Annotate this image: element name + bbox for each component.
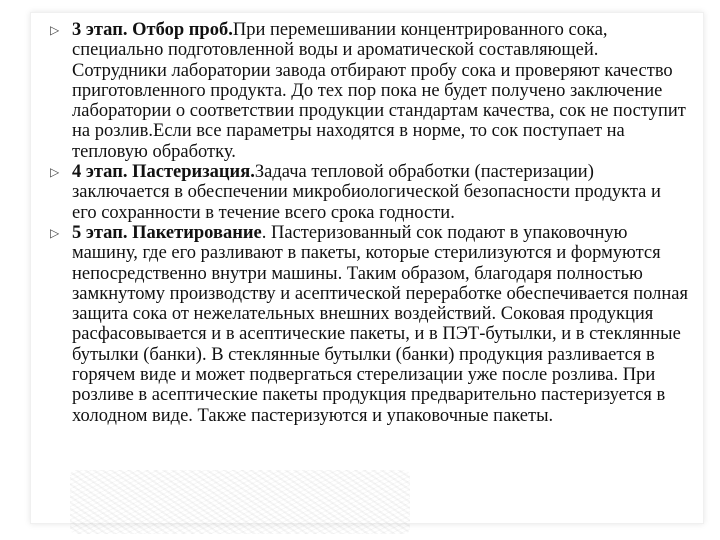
list-item-stage-3 [50, 20, 690, 162]
stage-heading: 3 этап. Отбор проб. [72, 20, 233, 40]
triangle-bullet-icon: ▷ [50, 165, 60, 180]
stage-text: Задача тепловой обработки (пастеризации) заключается в обеспечении микробиологической безопасности продукта и его сохранности в течение всего срока годности. [72, 162, 661, 223]
triangle-bullet-icon: ▷ [50, 23, 60, 37]
triangle-bullet-icon: ▷ [50, 225, 60, 240]
stage-heading-tail: . [261, 222, 267, 243]
stage-text: Пастеризованный сок подают в упаковочную машину, где его разливают в пакеты, которые стерилизуются и формуются непосредственно внутри машины. Таким образом, благодаря полностью замкнутому производству и асептической переработке обеспечивается полная защита сока от нежелательных внешних воздействий. Соковая продукция расфасовывается и в асептические пакеты, и в ПЭТ-бутылки, и в стеклянные бутылки (банки). В стеклянные бутылки (банки) продукция разливается в горячем виде и может подвергаться стерелизации уже после розлива. При розливе в асептические пакеты продукция предварительно пастеризуется в холодном виде. Также пастеризуются и упаковочные пакеты. [72, 222, 688, 426]
background-texture [70, 470, 410, 534]
list-item-stage-5 [50, 223, 690, 426]
list-item-stage-4 [50, 162, 690, 223]
stage-text: При перемешивании концентрированного сока, специально подготовленной воды и ароматической составляющей. Сотрудники лаборатории завода отбирают пробу сока и проверяют качество приготовленного продукта. До тех пор пока не будет получено заключение лаборатории о соответствии продукции стандартам качества, сок не поступит на розлив.Если все параметры находятся в норме, то сок поступает на тепловую обработку. [72, 20, 686, 162]
stage-heading: 4 этап. Пастеризация. [72, 162, 255, 183]
bullet-list [50, 20, 690, 426]
stage-heading: 5 этап. Пакетирование [72, 222, 262, 243]
